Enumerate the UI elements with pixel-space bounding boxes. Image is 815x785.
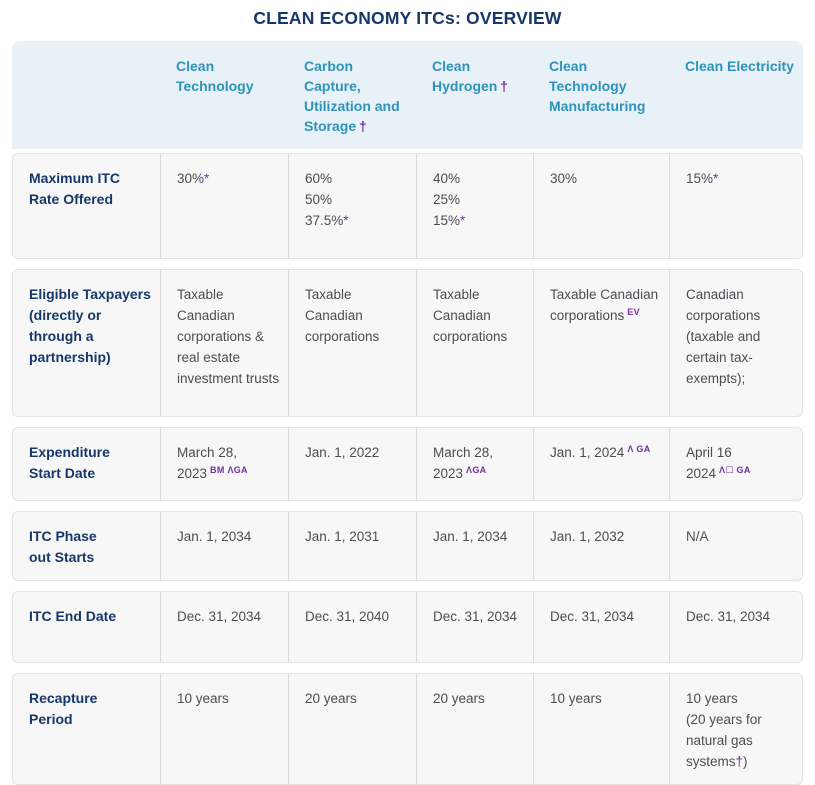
table-cell — [533, 428, 669, 500]
table-cell — [160, 592, 288, 662]
table-row — [12, 673, 803, 785]
cell-line: 50% — [305, 192, 333, 207]
cell-line: Dec. 31, 2040 — [305, 609, 390, 624]
row-label — [13, 592, 160, 662]
table-cell — [288, 154, 416, 258]
cell-line: 60% — [305, 171, 333, 186]
superscript-note: Λ GA — [627, 444, 651, 454]
cell-line: April 16 — [686, 445, 732, 460]
cell-line: Dec. 31, 2034 — [686, 609, 771, 624]
cell-line: Dec. 31, 2034 — [177, 609, 262, 624]
cell-line: 15%* — [686, 171, 719, 186]
cell-line: 20 years — [433, 691, 485, 706]
table-cell — [416, 674, 533, 784]
table-cell — [288, 592, 416, 662]
row-label — [13, 428, 160, 500]
cell-line: Jan. 1, 2034 — [433, 529, 508, 544]
row-label — [13, 154, 160, 258]
cell-line: 15%* — [433, 213, 466, 228]
row-label — [13, 674, 160, 784]
column-header-4: Clean Technology Manufacturing — [549, 58, 646, 114]
table-cell — [160, 270, 288, 416]
table-cell — [669, 154, 804, 258]
cell-line: 2024 $^{\Lambda☐ GA}$ — [686, 465, 751, 481]
table-cell — [416, 270, 533, 416]
row-label-line: (directly or — [29, 307, 102, 323]
cell-line: 30%* — [177, 171, 210, 186]
table-cell — [669, 512, 804, 580]
table-cell — [533, 592, 669, 662]
table-cell — [533, 154, 669, 258]
table-cell — [288, 674, 416, 784]
table-cell — [533, 512, 669, 580]
table-cell — [416, 592, 533, 662]
dagger-mark: † — [735, 754, 744, 769]
table-cell — [160, 428, 288, 500]
column-header-1: Clean Technology — [176, 58, 254, 94]
row-label-line: Expenditure — [29, 444, 110, 460]
cell-line: 10 years — [177, 691, 229, 706]
cell-line: Jan. 1, 2024 $^{\Lambda GA}$ — [550, 444, 651, 460]
cell-line: Jan. 1, 2031 — [305, 529, 380, 544]
table-cell — [669, 270, 804, 416]
table-cell — [288, 512, 416, 580]
table-row — [12, 511, 803, 581]
cell-line: Taxable Canadian corporations — [305, 287, 380, 344]
row-label-line: Period — [29, 711, 73, 727]
cell-line: 2023 $^{\Lambda GA}$ — [433, 465, 487, 481]
table-row — [12, 269, 803, 417]
table-cell — [669, 674, 804, 784]
table-body — [12, 153, 803, 785]
header-spacer-cell — [13, 42, 160, 148]
cell-line: 25% — [433, 192, 461, 207]
cell-line: 10 years — [550, 691, 602, 706]
dagger-mark: * — [713, 171, 719, 186]
table-cell — [160, 674, 288, 784]
column-header-2: Carbon Capture, Utilization and Storage † — [304, 58, 400, 134]
table-cell — [669, 428, 804, 500]
cell-line: Taxable Canadian corporations & real estate investment trusts — [177, 287, 280, 386]
cell-line: Dec. 31, 2034 — [550, 609, 635, 624]
cell-line: March 28, — [433, 445, 494, 460]
row-label-line: partnership) — [29, 349, 111, 365]
table-cell — [533, 270, 669, 416]
dagger-mark: † — [500, 78, 508, 94]
row-label-line: Eligible Taxpayers — [29, 286, 151, 302]
cell-line: 40% — [433, 171, 461, 186]
row-label-line: Start Date — [29, 465, 96, 481]
cell-line: Jan. 1, 2032 — [550, 529, 625, 544]
cell-line: Taxable Canadian corporations — [433, 287, 508, 344]
cell-line: Dec. 31, 2034 — [433, 609, 518, 624]
cell-line: 2023 $^{BM \Lambda GA}$ — [177, 465, 248, 481]
table-cell — [669, 592, 804, 662]
dagger-mark: * — [343, 213, 349, 228]
row-label-line: through a — [29, 328, 94, 344]
superscript-note: ΛGA — [466, 465, 487, 475]
row-label-line: out Starts — [29, 549, 95, 565]
cell-line: Taxable Canadian corporations $^{EV}$ — [550, 287, 659, 323]
table-cell — [416, 428, 533, 500]
row-label-line: ITC End Date — [29, 608, 117, 624]
column-header-5: Clean Electricity — [685, 58, 794, 74]
cell-line: N/A — [686, 529, 709, 544]
cell-line: 37.5%* — [305, 213, 349, 228]
superscript-note: EV — [627, 307, 640, 317]
cell-line: 30% — [550, 171, 578, 186]
table-cell — [160, 512, 288, 580]
table-header-row — [12, 41, 803, 149]
superscript-note: BM ΛGA — [210, 465, 248, 475]
row-label-line: Maximum ITC — [29, 170, 121, 186]
row-label-line: ITC Phase — [29, 528, 97, 544]
cell-line: 10 years — [686, 691, 738, 706]
row-label — [13, 512, 160, 580]
row-label-line: Recapture — [29, 690, 98, 706]
row-label-line: Rate Offered — [29, 191, 114, 207]
table-cell — [416, 154, 533, 258]
cell-line: (20 years for natural gas systems†) — [686, 712, 762, 769]
cell-line: March 28, — [177, 445, 238, 460]
table-row — [12, 153, 803, 259]
row-label — [13, 270, 160, 416]
table-cell — [288, 270, 416, 416]
cell-line: Canadian corporations (taxable and certain tax-exempts); — [686, 287, 761, 386]
table-row — [12, 427, 803, 501]
page-title: CLEAN ECONOMY ITCs: OVERVIEW — [253, 8, 562, 28]
dagger-mark: † — [358, 118, 367, 134]
table-row — [12, 591, 803, 663]
cell-line: Jan. 1, 2022 — [305, 445, 380, 460]
table-cell — [160, 154, 288, 258]
table-cell — [533, 674, 669, 784]
cell-line: Jan. 1, 2034 — [177, 529, 252, 544]
table-cell — [288, 428, 416, 500]
superscript-note: Λ☐ GA — [719, 465, 751, 475]
dagger-mark: * — [460, 213, 466, 228]
column-header-3: Clean Hydrogen † — [432, 58, 508, 94]
cell-line: 20 years — [305, 691, 357, 706]
table-cell — [416, 512, 533, 580]
dagger-mark: * — [204, 171, 210, 186]
